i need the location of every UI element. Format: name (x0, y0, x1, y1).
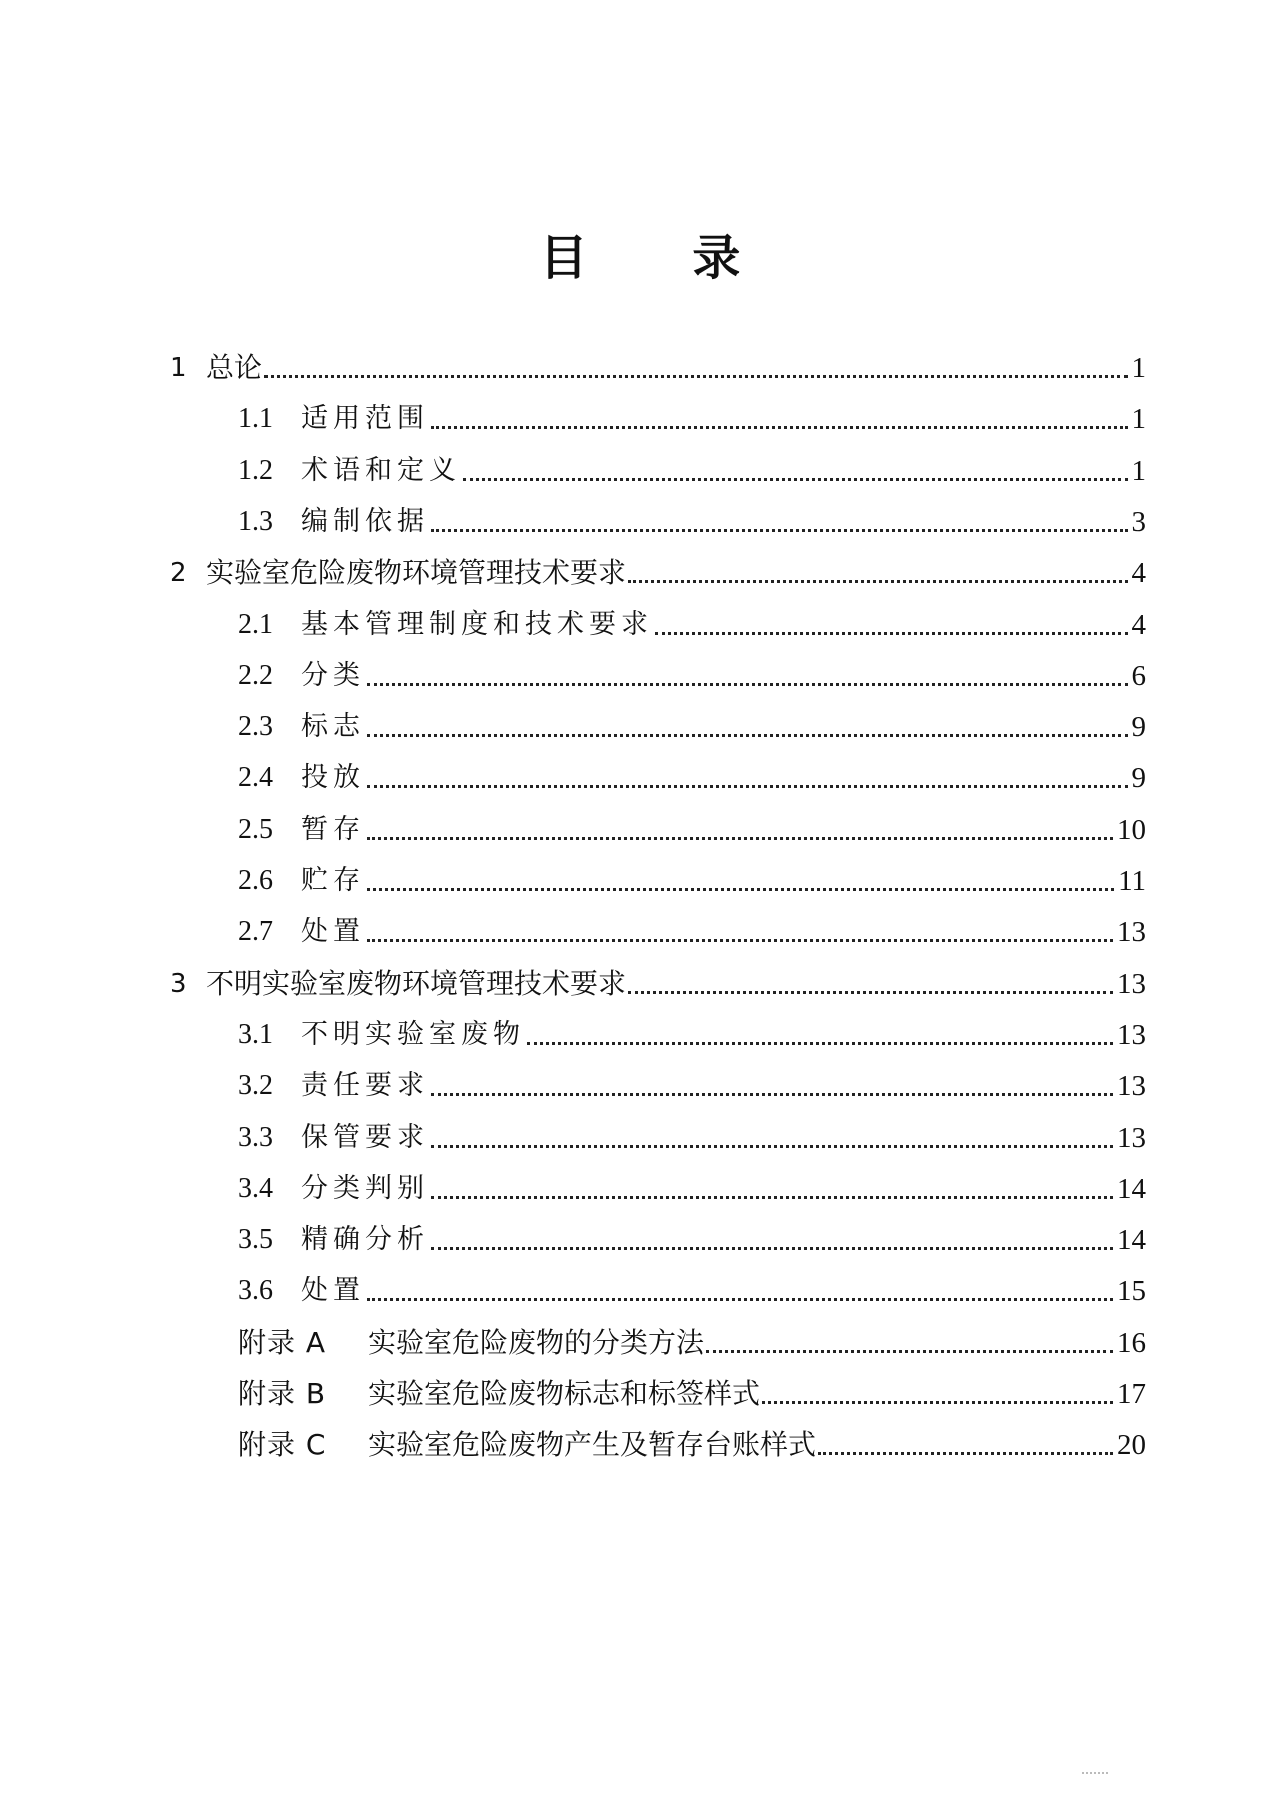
toc-label: 实验室危险废物产生及暂存台账样式 (368, 1428, 817, 1462)
toc-label: 暂存 (301, 813, 365, 845)
toc-label: 处置 (301, 916, 365, 948)
toc-page-number: 1 (1131, 403, 1146, 436)
dot-leader (367, 888, 1114, 891)
toc-number: 3.6 (238, 1275, 273, 1307)
dot-leader (628, 580, 1127, 583)
toc-page-number: 1 (1131, 352, 1146, 384)
toc-number: 3.1 (238, 1018, 273, 1050)
dot-leader (367, 734, 1128, 737)
toc-label: 总论 (206, 351, 263, 384)
toc-entry-appendix-c[interactable] (238, 1425, 1146, 1465)
dot-leader (431, 1247, 1113, 1250)
dot-leader (655, 632, 1128, 635)
toc-entry-2-1[interactable] (238, 605, 1146, 645)
toc-entry-2-5[interactable] (238, 810, 1146, 850)
dot-leader (367, 837, 1113, 840)
dot-leader (431, 1196, 1113, 1199)
dot-leader (762, 1401, 1113, 1404)
toc-page-number: 11 (1118, 865, 1146, 897)
toc-page-number: 10 (1117, 813, 1146, 846)
dot-leader (527, 1042, 1113, 1045)
dot-leader (431, 529, 1128, 532)
toc-label: 处置 (301, 1275, 365, 1307)
toc-entry-2-6[interactable] (238, 861, 1146, 901)
toc-number: 2.2 (238, 659, 273, 691)
toc-entry-1-3[interactable] (238, 502, 1146, 542)
toc-number: 附录 C (238, 1428, 327, 1462)
toc-page-number: 14 (1117, 1224, 1146, 1257)
toc-label: 责任要求 (301, 1070, 429, 1102)
toc-label: 精确分析 (301, 1224, 429, 1256)
toc-page-number: 3 (1131, 505, 1146, 538)
toc-number: 2.6 (238, 865, 273, 896)
toc-label: 投放 (301, 762, 365, 794)
toc-entry-3-3[interactable] (238, 1118, 1146, 1158)
dot-leader (431, 426, 1128, 429)
toc-page-number: 13 (1117, 916, 1146, 949)
toc-label: 术语和定义 (301, 454, 461, 486)
toc-page-number: 16 (1117, 1326, 1146, 1359)
toc-number: 3.4 (238, 1172, 273, 1204)
toc-label: 分类 (301, 659, 365, 691)
toc-page-number: 17 (1117, 1378, 1146, 1410)
toc-entry-2-4[interactable] (238, 758, 1146, 798)
toc-number: 2.4 (238, 762, 273, 794)
toc-label: 分类判别 (301, 1172, 429, 1204)
toc-page-number: 13 (1117, 1018, 1146, 1051)
toc-number: 2.3 (238, 711, 273, 743)
dot-leader (367, 785, 1128, 788)
page-title: 目 录 (539, 230, 785, 286)
dot-leader (367, 1298, 1113, 1301)
toc-number: 1.2 (238, 454, 273, 486)
toc-entry-2-3[interactable] (238, 707, 1146, 747)
toc-page-number: 13 (1117, 1070, 1146, 1103)
dot-leader (463, 478, 1128, 481)
dot-leader (264, 375, 1127, 378)
toc-page-number: 9 (1131, 711, 1146, 744)
toc-entry-appendix-a[interactable] (238, 1323, 1146, 1363)
toc-label: 标志 (301, 711, 365, 743)
toc-number: 2.1 (238, 608, 273, 640)
toc-entry-3[interactable] (170, 964, 1146, 1004)
toc-entry-2-2[interactable] (238, 656, 1146, 696)
toc-number: 2.7 (238, 916, 273, 948)
dot-leader (431, 1145, 1113, 1148)
dot-leader (706, 1350, 1113, 1353)
toc-number: 2.5 (238, 813, 273, 845)
toc-entry-1-2[interactable] (238, 451, 1146, 491)
toc-number: 1 (170, 353, 187, 383)
toc-label: 实验室危险废物的分类方法 (368, 1325, 705, 1359)
dot-leader (367, 683, 1128, 686)
toc-number: 附录 B (238, 1377, 327, 1410)
toc-entry-appendix-b[interactable] (238, 1374, 1146, 1414)
toc-number: 3.3 (238, 1121, 273, 1153)
toc-number: 3 (170, 968, 187, 999)
toc-entry-1[interactable] (170, 348, 1146, 388)
toc-label: 实验室危险废物环境管理技术要求 (206, 556, 627, 590)
toc-page-number: 6 (1131, 659, 1146, 692)
dot-leader (431, 1093, 1113, 1096)
dot-leader (628, 991, 1113, 994)
toc-page-number: 20 (1117, 1429, 1146, 1462)
toc-entry-3-2[interactable] (238, 1066, 1146, 1106)
toc-page-number: 15 (1117, 1275, 1146, 1308)
toc-page-number: 13 (1117, 1121, 1146, 1154)
toc-label: 编制依据 (301, 505, 429, 537)
scan-artifact (1082, 1768, 1108, 1774)
toc-number: 附录 A (238, 1325, 327, 1359)
toc-label: 不明实验室废物环境管理技术要求 (206, 966, 627, 1000)
toc-number: 3.2 (238, 1070, 273, 1102)
toc-entry-1-1[interactable] (238, 399, 1146, 439)
toc-label: 贮存 (301, 865, 365, 896)
toc-page-number: 14 (1117, 1172, 1146, 1205)
toc-entry-3-1[interactable] (238, 1015, 1146, 1055)
toc-page-number: 4 (1131, 608, 1146, 641)
toc-label: 不明实验室废物 (301, 1018, 525, 1050)
toc-entry-3-5[interactable] (238, 1220, 1146, 1260)
toc-page-number: 9 (1131, 762, 1146, 795)
toc-page-number: 1 (1131, 454, 1146, 487)
toc-label: 实验室危险废物标志和标签样式 (368, 1377, 761, 1410)
toc-label: 适用范围 (301, 403, 429, 435)
dot-leader (818, 1452, 1113, 1455)
toc-page-number: 13 (1117, 967, 1146, 1000)
toc-label: 保管要求 (301, 1121, 429, 1153)
toc-number: 2 (170, 558, 187, 589)
toc-number: 3.5 (238, 1224, 273, 1256)
toc-entry-3-6[interactable] (238, 1271, 1146, 1311)
toc-page-number: 4 (1131, 557, 1146, 590)
toc-entry-2-7[interactable] (238, 912, 1146, 952)
toc-label: 基本管理制度和技术要求 (301, 608, 653, 640)
toc-entry-2[interactable] (170, 553, 1146, 593)
dot-leader (367, 939, 1113, 942)
toc-entry-3-4[interactable] (238, 1169, 1146, 1209)
toc-number: 1.1 (238, 403, 273, 435)
toc-number: 1.3 (238, 505, 273, 537)
